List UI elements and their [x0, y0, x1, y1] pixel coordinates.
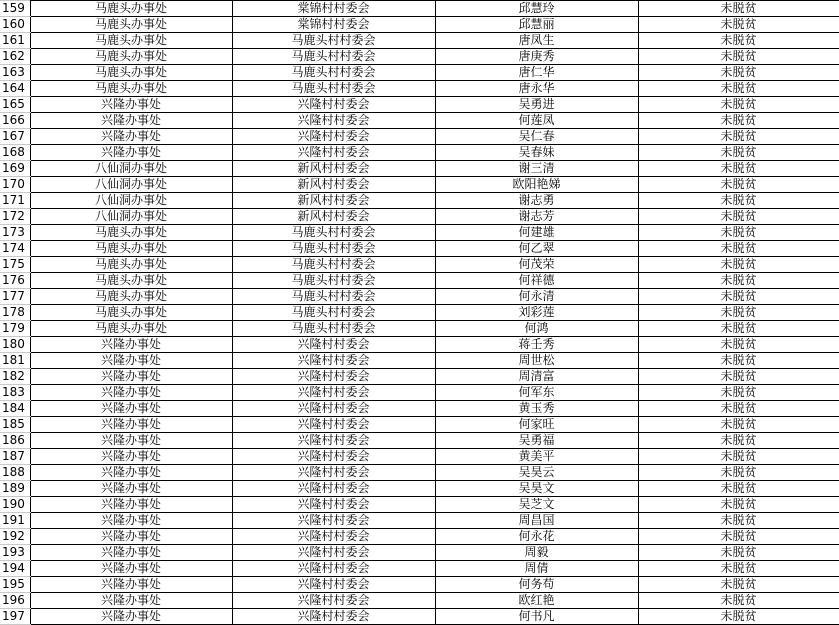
cell-person-name[interactable]: 蒋壬秀 — [435, 337, 638, 353]
cell-village-committee[interactable]: 兴隆村村委会 — [232, 113, 435, 129]
cell-status[interactable]: 未脱贫 — [638, 305, 839, 321]
cell-village-committee[interactable]: 兴隆村村委会 — [232, 385, 435, 401]
cell-person-name[interactable]: 何军东 — [435, 385, 638, 401]
cell-office[interactable]: 兴隆办事处 — [30, 497, 232, 513]
cell-person-name[interactable]: 周毅 — [435, 545, 638, 561]
cell-village-committee[interactable]: 棠锦村村委会 — [232, 1, 435, 17]
table-row — [0, 545, 839, 561]
cell-status[interactable]: 未脱贫 — [638, 481, 839, 497]
cell-village-committee[interactable]: 兴隆村村委会 — [232, 545, 435, 561]
table-row — [0, 33, 839, 49]
cell-village-committee[interactable]: 兴隆村村委会 — [232, 129, 435, 145]
row-number[interactable]: 179 — [0, 321, 30, 337]
cell-status[interactable]: 未脱贫 — [638, 289, 839, 305]
cell-office[interactable]: 兴隆办事处 — [30, 545, 232, 561]
cell-status[interactable]: 未脱贫 — [638, 545, 839, 561]
cell-status[interactable]: 未脱贫 — [638, 513, 839, 529]
cell-status[interactable]: 未脱贫 — [638, 417, 839, 433]
row-number[interactable]: 192 — [0, 529, 30, 545]
cell-village-committee[interactable]: 兴隆村村委会 — [232, 337, 435, 353]
row-number[interactable]: 189 — [0, 481, 30, 497]
cell-village-committee[interactable]: 兴隆村村委会 — [232, 433, 435, 449]
cell-status[interactable]: 未脱贫 — [638, 353, 839, 369]
table-row — [0, 241, 839, 257]
table-row — [0, 497, 839, 513]
cell-person-name[interactable]: 吴仁春 — [435, 129, 638, 145]
cell-village-committee[interactable]: 兴隆村村委会 — [232, 561, 435, 577]
row-number[interactable]: 178 — [0, 305, 30, 321]
cell-village-committee[interactable]: 兴隆村村委会 — [232, 417, 435, 433]
row-number[interactable]: 162 — [0, 49, 30, 65]
cell-status[interactable]: 未脱贫 — [638, 177, 839, 193]
row-number[interactable]: 164 — [0, 81, 30, 97]
table-row — [0, 385, 839, 401]
cell-status[interactable]: 未脱贫 — [638, 433, 839, 449]
cell-person-name[interactable]: 何茂荣 — [435, 257, 638, 273]
row-number[interactable]: 187 — [0, 449, 30, 465]
cell-status[interactable]: 未脱贫 — [638, 209, 839, 225]
table-row — [0, 113, 839, 129]
cell-village-committee[interactable]: 兴隆村村委会 — [232, 449, 435, 465]
table-row — [0, 593, 839, 609]
cell-status[interactable]: 未脱贫 — [638, 241, 839, 257]
cell-office[interactable]: 兴隆办事处 — [30, 369, 232, 385]
cell-person-name[interactable]: 唐永华 — [435, 81, 638, 97]
row-number[interactable]: 191 — [0, 513, 30, 529]
cell-person-name[interactable]: 何务苟 — [435, 577, 638, 593]
cell-person-name[interactable]: 刘彩莲 — [435, 305, 638, 321]
cell-status[interactable]: 未脱贫 — [638, 465, 839, 481]
cell-village-committee[interactable]: 新风村村委会 — [232, 177, 435, 193]
table-row — [0, 433, 839, 449]
row-number[interactable]: 194 — [0, 561, 30, 577]
row-number[interactable]: 184 — [0, 401, 30, 417]
cell-person-name[interactable]: 欧阳艳娣 — [435, 177, 638, 193]
table-row — [0, 97, 839, 113]
cell-person-name[interactable]: 周清富 — [435, 369, 638, 385]
row-number[interactable]: 190 — [0, 497, 30, 513]
cell-village-committee[interactable]: 兴隆村村委会 — [232, 369, 435, 385]
cell-status[interactable]: 未脱贫 — [638, 161, 839, 177]
cell-status[interactable]: 未脱贫 — [638, 193, 839, 209]
cell-status[interactable]: 未脱贫 — [638, 385, 839, 401]
cell-village-committee[interactable]: 兴隆村村委会 — [232, 401, 435, 417]
table-row — [0, 561, 839, 577]
row-number[interactable]: 180 — [0, 337, 30, 353]
cell-office[interactable]: 马鹿头办事处 — [30, 65, 232, 81]
cell-status[interactable]: 未脱贫 — [638, 97, 839, 113]
row-number[interactable]: 170 — [0, 177, 30, 193]
cell-office[interactable]: 马鹿头办事处 — [30, 33, 232, 49]
cell-person-name[interactable]: 邱慧玲 — [435, 1, 638, 17]
cell-person-name[interactable]: 周昌国 — [435, 513, 638, 529]
row-number[interactable]: 173 — [0, 225, 30, 241]
cell-status[interactable]: 未脱贫 — [638, 401, 839, 417]
cell-office[interactable]: 兴隆办事处 — [30, 481, 232, 497]
cell-person-name[interactable]: 邱慧丽 — [435, 17, 638, 33]
cell-status[interactable]: 未脱贫 — [638, 17, 839, 33]
cell-village-committee[interactable]: 新风村村委会 — [232, 209, 435, 225]
table-row — [0, 577, 839, 593]
cell-village-committee[interactable]: 马鹿头村村委会 — [232, 81, 435, 97]
cell-person-name[interactable]: 唐仁华 — [435, 65, 638, 81]
cell-person-name[interactable]: 黄美平 — [435, 449, 638, 465]
cell-person-name[interactable]: 何鸿 — [435, 321, 638, 337]
cell-office[interactable]: 兴隆办事处 — [30, 513, 232, 529]
cell-office[interactable]: 兴隆办事处 — [30, 433, 232, 449]
table-row — [0, 289, 839, 305]
cell-office[interactable]: 马鹿头办事处 — [30, 289, 232, 305]
cell-village-committee[interactable]: 兴隆村村委会 — [232, 497, 435, 513]
table-row — [0, 609, 839, 625]
table-row — [0, 337, 839, 353]
table-row — [0, 513, 839, 529]
cell-person-name[interactable]: 周倩 — [435, 561, 638, 577]
cell-status[interactable]: 未脱贫 — [638, 1, 839, 17]
cell-status[interactable]: 未脱贫 — [638, 49, 839, 65]
row-number[interactable]: 172 — [0, 209, 30, 225]
row-number[interactable]: 167 — [0, 129, 30, 145]
cell-village-committee[interactable]: 兴隆村村委会 — [232, 593, 435, 609]
cell-office[interactable]: 兴隆办事处 — [30, 593, 232, 609]
cell-office[interactable]: 马鹿头办事处 — [30, 305, 232, 321]
cell-person-name[interactable]: 欧红艳 — [435, 593, 638, 609]
cell-person-name[interactable]: 唐凤生 — [435, 33, 638, 49]
row-number[interactable]: 169 — [0, 161, 30, 177]
cell-status[interactable]: 未脱贫 — [638, 113, 839, 129]
table-row — [0, 161, 839, 177]
cell-village-committee[interactable]: 马鹿头村村委会 — [232, 65, 435, 81]
cell-person-name[interactable]: 吴昊文 — [435, 481, 638, 497]
row-number[interactable]: 181 — [0, 353, 30, 369]
cell-person-name[interactable]: 谢志勇 — [435, 193, 638, 209]
cell-status[interactable]: 未脱贫 — [638, 593, 839, 609]
cell-office[interactable]: 兴隆办事处 — [30, 529, 232, 545]
row-number[interactable]: 166 — [0, 113, 30, 129]
cell-office[interactable]: 兴隆办事处 — [30, 561, 232, 577]
row-number[interactable]: 171 — [0, 193, 30, 209]
row-number[interactable]: 168 — [0, 145, 30, 161]
cell-office[interactable]: 兴隆办事处 — [30, 113, 232, 129]
row-number[interactable]: 175 — [0, 257, 30, 273]
cell-village-committee[interactable]: 马鹿头村村委会 — [232, 33, 435, 49]
row-number[interactable]: 186 — [0, 433, 30, 449]
cell-person-name[interactable]: 谢志芳 — [435, 209, 638, 225]
row-number[interactable]: 185 — [0, 417, 30, 433]
cell-office[interactable]: 八仙洞办事处 — [30, 177, 232, 193]
row-number[interactable]: 183 — [0, 385, 30, 401]
cell-office[interactable]: 兴隆办事处 — [30, 401, 232, 417]
cell-village-committee[interactable]: 兴隆村村委会 — [232, 529, 435, 545]
cell-office[interactable]: 兴隆办事处 — [30, 145, 232, 161]
table-row — [0, 401, 839, 417]
cell-office[interactable]: 兴隆办事处 — [30, 337, 232, 353]
row-number[interactable]: 195 — [0, 577, 30, 593]
row-number[interactable]: 182 — [0, 369, 30, 385]
cell-village-committee[interactable]: 马鹿头村村委会 — [232, 257, 435, 273]
table-row — [0, 145, 839, 161]
cell-village-committee[interactable]: 兴隆村村委会 — [232, 97, 435, 113]
cell-office[interactable]: 马鹿头办事处 — [30, 49, 232, 65]
cell-person-name[interactable]: 唐庚秀 — [435, 49, 638, 65]
cell-village-committee[interactable]: 马鹿头村村委会 — [232, 305, 435, 321]
cell-village-committee[interactable]: 马鹿头村村委会 — [232, 321, 435, 337]
row-number[interactable]: 197 — [0, 609, 30, 625]
cell-office[interactable]: 马鹿头办事处 — [30, 273, 232, 289]
cell-status[interactable]: 未脱贫 — [638, 81, 839, 97]
cell-status[interactable]: 未脱贫 — [638, 257, 839, 273]
cell-status[interactable]: 未脱贫 — [638, 321, 839, 337]
table-row — [0, 1, 839, 17]
cell-office[interactable]: 马鹿头办事处 — [30, 241, 232, 257]
row-number[interactable]: 165 — [0, 97, 30, 113]
table-row — [0, 273, 839, 289]
cell-village-committee[interactable]: 兴隆村村委会 — [232, 465, 435, 481]
table-row — [0, 449, 839, 465]
cell-status[interactable]: 未脱贫 — [638, 225, 839, 241]
cell-village-committee[interactable]: 兴隆村村委会 — [232, 353, 435, 369]
cell-village-committee[interactable]: 兴隆村村委会 — [232, 577, 435, 593]
cell-office[interactable]: 马鹿头办事处 — [30, 225, 232, 241]
table-row — [0, 417, 839, 433]
cell-status[interactable]: 未脱贫 — [638, 577, 839, 593]
spreadsheet-body — [0, 1, 839, 625]
table-row — [0, 193, 839, 209]
table-row — [0, 81, 839, 97]
table-row — [0, 465, 839, 481]
cell-person-name[interactable]: 何永花 — [435, 529, 638, 545]
table-row — [0, 369, 839, 385]
cell-office[interactable]: 兴隆办事处 — [30, 353, 232, 369]
table-row — [0, 257, 839, 273]
table-row — [0, 481, 839, 497]
cell-person-name[interactable]: 何建雄 — [435, 225, 638, 241]
cell-office[interactable]: 马鹿头办事处 — [30, 81, 232, 97]
cell-person-name[interactable]: 吴勇福 — [435, 433, 638, 449]
row-number[interactable]: 196 — [0, 593, 30, 609]
table-row — [0, 209, 839, 225]
cell-village-committee[interactable]: 兴隆村村委会 — [232, 481, 435, 497]
cell-village-committee[interactable]: 棠锦村村委会 — [232, 17, 435, 33]
cell-office[interactable]: 八仙洞办事处 — [30, 209, 232, 225]
cell-office[interactable]: 马鹿头办事处 — [30, 321, 232, 337]
cell-village-committee[interactable]: 马鹿头村村委会 — [232, 49, 435, 65]
cell-village-committee[interactable]: 马鹿头村村委会 — [232, 273, 435, 289]
table-row — [0, 65, 839, 81]
cell-village-committee[interactable]: 新风村村委会 — [232, 161, 435, 177]
row-number[interactable]: 161 — [0, 33, 30, 49]
cell-office[interactable]: 兴隆办事处 — [30, 385, 232, 401]
cell-village-committee[interactable]: 兴隆村村委会 — [232, 145, 435, 161]
cell-status[interactable]: 未脱贫 — [638, 145, 839, 161]
cell-office[interactable]: 兴隆办事处 — [30, 465, 232, 481]
cell-person-name[interactable]: 谢三清 — [435, 161, 638, 177]
cell-status[interactable]: 未脱贫 — [638, 129, 839, 145]
cell-office[interactable]: 兴隆办事处 — [30, 417, 232, 433]
cell-office[interactable]: 兴隆办事处 — [30, 577, 232, 593]
cell-office[interactable]: 兴隆办事处 — [30, 449, 232, 465]
cell-person-name[interactable]: 周世松 — [435, 353, 638, 369]
cell-village-committee[interactable]: 马鹿头村村委会 — [232, 289, 435, 305]
cell-office[interactable]: 马鹿头办事处 — [30, 17, 232, 33]
cell-status[interactable]: 未脱贫 — [638, 337, 839, 353]
row-number[interactable]: 193 — [0, 545, 30, 561]
cell-status[interactable]: 未脱贫 — [638, 609, 839, 625]
table-row — [0, 17, 839, 33]
row-number[interactable]: 177 — [0, 289, 30, 305]
table-row — [0, 49, 839, 65]
table-row — [0, 129, 839, 145]
cell-person-name[interactable]: 何乙翠 — [435, 241, 638, 257]
cell-person-name[interactable]: 吴芝文 — [435, 497, 638, 513]
cell-status[interactable]: 未脱贫 — [638, 529, 839, 545]
cell-person-name[interactable]: 黄玉秀 — [435, 401, 638, 417]
row-number[interactable]: 176 — [0, 273, 30, 289]
row-number[interactable]: 159 — [0, 1, 30, 17]
row-number[interactable]: 174 — [0, 241, 30, 257]
cell-person-name[interactable]: 何永清 — [435, 289, 638, 305]
cell-office[interactable]: 兴隆办事处 — [30, 129, 232, 145]
cell-village-committee[interactable]: 马鹿头村村委会 — [232, 241, 435, 257]
row-number[interactable]: 163 — [0, 65, 30, 81]
table-row — [0, 321, 839, 337]
cell-office[interactable]: 马鹿头办事处 — [30, 257, 232, 273]
cell-office[interactable]: 兴隆办事处 — [30, 609, 232, 625]
cell-office[interactable]: 八仙洞办事处 — [30, 161, 232, 177]
cell-status[interactable]: 未脱贫 — [638, 65, 839, 81]
cell-status[interactable]: 未脱贫 — [638, 449, 839, 465]
cell-person-name[interactable]: 吴春妹 — [435, 145, 638, 161]
cell-person-name[interactable]: 吴勇进 — [435, 97, 638, 113]
cell-village-committee[interactable]: 新风村村委会 — [232, 193, 435, 209]
table-row — [0, 225, 839, 241]
cell-status[interactable]: 未脱贫 — [638, 33, 839, 49]
row-number[interactable]: 160 — [0, 17, 30, 33]
cell-village-committee[interactable]: 马鹿头村村委会 — [232, 225, 435, 241]
cell-person-name[interactable]: 何祥德 — [435, 273, 638, 289]
cell-village-committee[interactable]: 兴隆村村委会 — [232, 513, 435, 529]
cell-village-committee[interactable]: 兴隆村村委会 — [232, 609, 435, 625]
cell-status[interactable]: 未脱贫 — [638, 369, 839, 385]
cell-person-name[interactable]: 何书凡 — [435, 609, 638, 625]
cell-office[interactable]: 八仙洞办事处 — [30, 193, 232, 209]
cell-status[interactable]: 未脱贫 — [638, 561, 839, 577]
table-row — [0, 353, 839, 369]
cell-person-name[interactable]: 何家旺 — [435, 417, 638, 433]
cell-office[interactable]: 马鹿头办事处 — [30, 1, 232, 17]
table-row — [0, 529, 839, 545]
cell-status[interactable]: 未脱贫 — [638, 497, 839, 513]
cell-person-name[interactable]: 吴昊云 — [435, 465, 638, 481]
table-row — [0, 177, 839, 193]
table-row — [0, 305, 839, 321]
cell-status[interactable]: 未脱贫 — [638, 273, 839, 289]
cell-office[interactable]: 兴隆办事处 — [30, 97, 232, 113]
row-number[interactable]: 188 — [0, 465, 30, 481]
cell-person-name[interactable]: 何莲凤 — [435, 113, 638, 129]
